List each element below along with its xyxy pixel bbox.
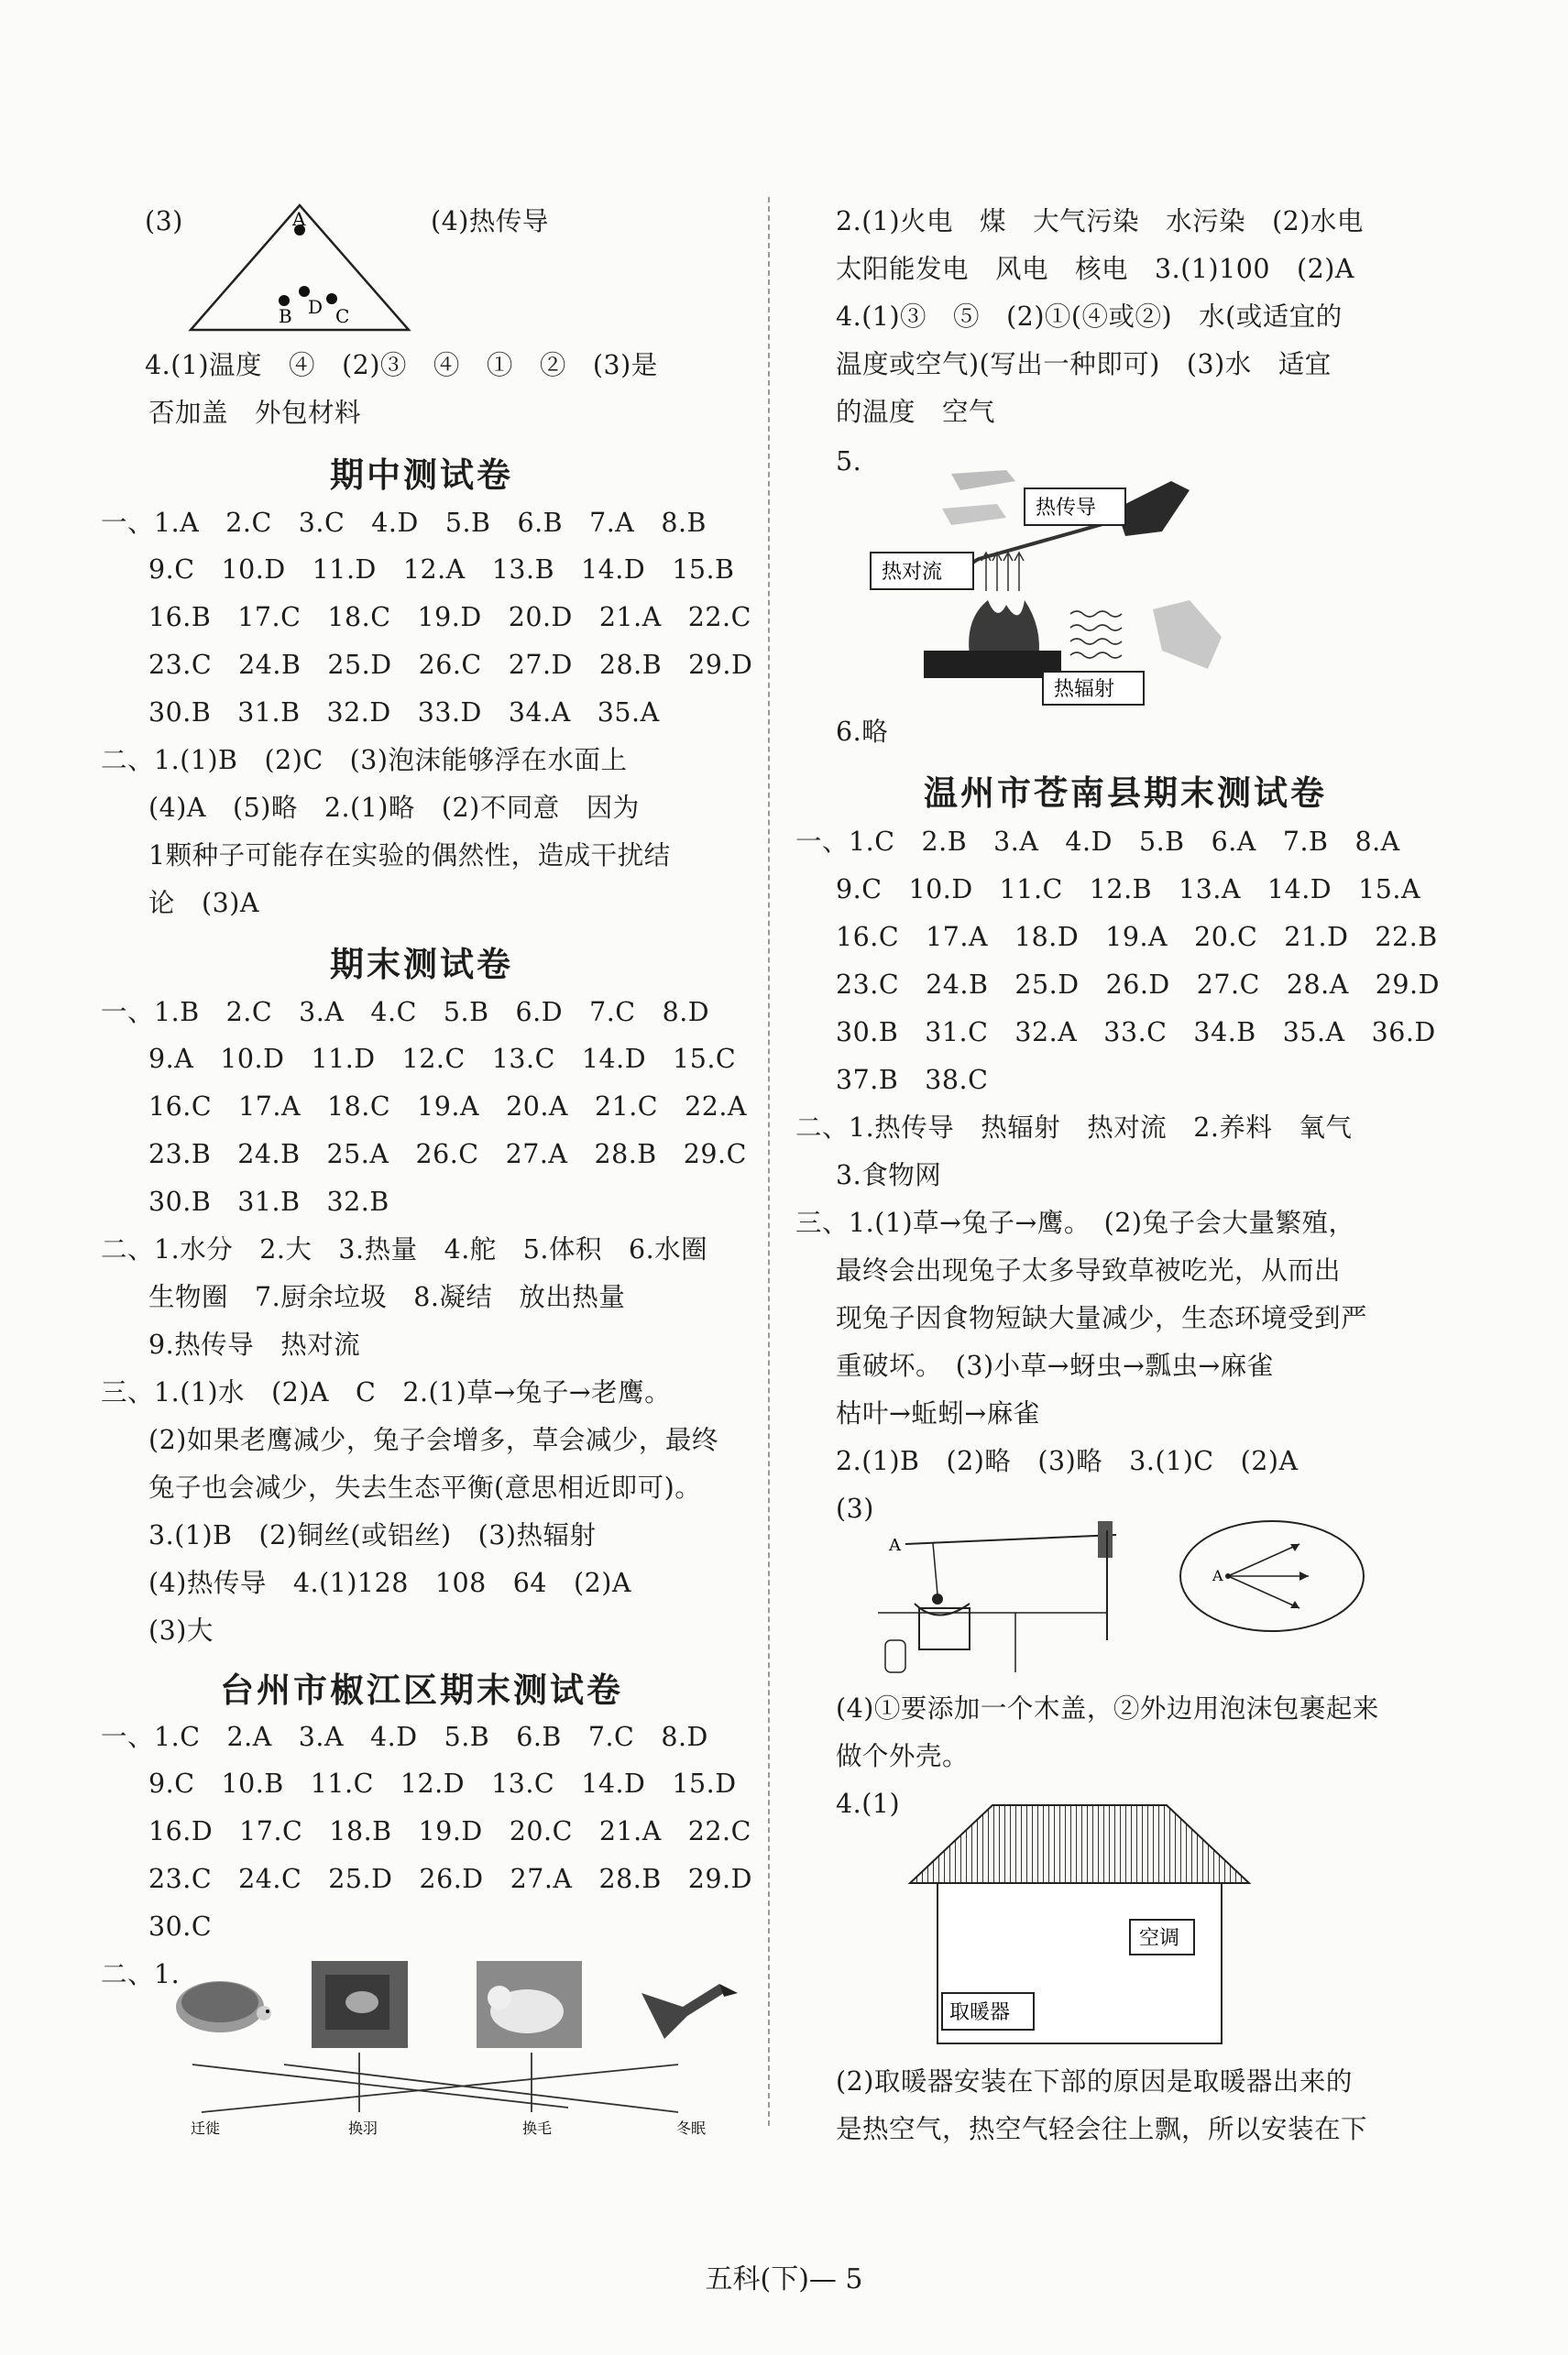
answer-line: 的温度 空气 — [836, 397, 996, 427]
answer-line: 重破坏。 (3)小草→蚜虫→瓢虫→麻雀 — [836, 1351, 1274, 1381]
arctic-fox-photo-image — [477, 1961, 582, 2048]
label-molt-feathers: 换羽 — [348, 2120, 378, 2137]
label-a: A — [889, 1536, 901, 1555]
answer-line: 否加盖 外包材料 — [148, 398, 362, 428]
label-heat-conduction: 热传导 — [1036, 497, 1097, 520]
pendulum-apparatus-figure — [878, 1503, 1391, 1677]
answer-line: 兔子也会减少，失去生态平衡(意思相近即可)。 — [148, 1473, 702, 1503]
label-hibernate: 冬眠 — [676, 2120, 707, 2137]
answer-line: (2)取暖器安装在下部的原因是取暖器出来的 — [836, 2066, 1353, 2097]
mc-answer-line: 16.C 17.A 18.D 19.A 20.C 21.D 22.B — [836, 922, 1438, 952]
answer-line: 二、1.(1)B (2)C (3)泡沫能够浮在水面上 — [101, 745, 628, 775]
answer-line: (4)①要添加一个木盖，②外边用泡沫包裹起来 — [836, 1693, 1379, 1724]
mc-answer-line: 30.B 31.C 32.A 33.C 34.B 35.A 36.D — [836, 1017, 1436, 1047]
label-migrate: 迁徙 — [191, 2120, 221, 2137]
answer-line: (4)热传导 4.(1)128 108 64 (2)A — [148, 1568, 631, 1598]
mc-answer-line: 9.C 10.D 11.C 12.B 13.A 14.D 15.A — [836, 874, 1421, 904]
label-a: A — [292, 208, 306, 230]
label-a-top: A — [1212, 1567, 1223, 1584]
page-footer: 五科(下)— 5 — [705, 2263, 863, 2295]
label-b: B — [279, 305, 292, 327]
section-title-final: 期末测试卷 — [330, 945, 513, 984]
mc-answer-line: 一、1.C 2.A 3.A 4.D 5.B 6.B 7.C 8.D — [101, 1722, 708, 1752]
answer-line: 5. — [836, 446, 862, 476]
answer-line: (3)大 — [148, 1616, 214, 1646]
answer-line: 1颗种子可能存在实验的偶然性，造成干扰结 — [148, 840, 671, 871]
answer-line: 三、1.(1)水 (2)A C 2.(1)草→兔子→老鹰。 — [101, 1377, 672, 1408]
answer-line: 是热空气，热空气轻会往上飘，所以安装在下 — [836, 2114, 1368, 2144]
answer-line: 2.(1)B (2)略 (3)略 3.(1)C (2)A — [836, 1446, 1299, 1476]
answer-line: 二、1.热传导 热辐射 热对流 2.养料 氧气 — [795, 1112, 1353, 1143]
label-heat-radiation: 热辐射 — [1054, 678, 1115, 701]
mc-answer-line: 9.C 10.B 11.C 12.D 13.C 14.D 15.D — [148, 1769, 737, 1799]
answer-line: 生物圈 7.厨余垃圾 8.凝结 放出热量 — [148, 1282, 626, 1312]
section-title-midterm: 期中测试卷 — [330, 455, 513, 495]
answer-line: 二、1.水分 2.大 3.热量 4.舵 5.体积 6.水圈 — [101, 1234, 708, 1265]
mc-answer-line: 30.C — [148, 1911, 213, 1942]
answer-line: 9.热传导 热对流 — [148, 1330, 361, 1360]
triangle-figure — [185, 200, 414, 337]
mc-answer-line: 23.C 24.B 25.D 26.C 27.D 28.B 29.D — [148, 650, 753, 680]
answer-line: (2)如果老鹰减少，兔子会增多，草会减少，最终 — [148, 1425, 718, 1455]
mc-answer-line: 30.B 31.B 32.B — [148, 1187, 389, 1217]
goose-image — [641, 1984, 738, 2039]
mc-answer-line: 23.C 24.B 25.D 26.D 27.C 28.A 29.D — [836, 969, 1440, 1000]
answer-line: 4.(1)③ ⑤ (2)①(④或②) 水(或适宜的 — [836, 301, 1343, 332]
mc-answer-line: 一、1.A 2.C 3.C 4.D 5.B 6.B 7.A 8.B — [101, 508, 707, 538]
mc-answer-line: 一、1.B 2.C 3.A 4.C 5.B 6.D 7.C 8.D — [101, 997, 710, 1027]
mc-answer-line: 23.B 24.B 25.A 26.C 27.A 28.B 29.C — [148, 1139, 747, 1169]
q4-heat-conduction: (4)热传导 — [431, 206, 549, 236]
hedgehog-image — [176, 1981, 271, 2032]
label-c: C — [335, 305, 350, 327]
column-divider — [768, 197, 770, 2126]
mc-answer-line: 16.B 17.C 18.C 19.D 20.D 21.A 22.C — [148, 602, 751, 632]
answer-line: (3) — [836, 1494, 874, 1524]
answer-line: 太阳能发电 风电 核电 3.(1)100 (2)A — [836, 254, 1354, 284]
answer-line: 论 (3)A — [148, 888, 259, 918]
label-d: D — [308, 296, 323, 318]
answer-line: 二、1. — [101, 1959, 181, 1989]
label-heater: 取暖器 — [949, 2001, 1011, 2024]
mc-answer-line: 30.B 31.B 32.D 33.D 34.A 35.A — [148, 697, 660, 728]
section-title-taizhou: 台州市椒江区期末测试卷 — [220, 1670, 623, 1710]
q3-label: (3) — [145, 206, 183, 236]
answer-line: 4.(1)温度 ④ (2)③ ④ ① ② (3)是 — [145, 350, 658, 380]
answer-line: (4)A (5)略 2.(1)略 (2)不同意 因为 — [148, 793, 640, 823]
answer-line: 温度或空气)(写出一种即可) (3)水 适宜 — [836, 349, 1332, 379]
mc-answer-line: 23.C 24.C 25.D 26.D 27.A 28.B 29.D — [148, 1864, 752, 1894]
answer-line: 最终会出现兔子太多导致草被吃光，从而出 — [836, 1255, 1342, 1286]
answer-line: 枯叶→蚯蚓→麻雀 — [836, 1398, 1040, 1429]
heat-transfer-figure — [860, 454, 1245, 706]
animal-matching-figure — [165, 1956, 751, 2140]
label-heat-convection: 热对流 — [882, 561, 943, 584]
answer-line: 4.(1) — [836, 1789, 901, 1819]
house-diagram-figure — [905, 1796, 1254, 2048]
answer-line: 做个外壳。 — [836, 1741, 970, 1771]
mc-answer-line: 一、1.C 2.B 3.A 4.D 5.B 6.A 7.B 8.A — [795, 827, 1400, 857]
mc-answer-line: 16.D 17.C 18.B 19.D 20.C 21.A 22.C — [148, 1816, 751, 1846]
bird-photo-image — [312, 1961, 408, 2048]
label-air-conditioner: 空调 — [1139, 1927, 1180, 1950]
mc-answer-line: 37.B 38.C — [836, 1065, 989, 1095]
answer-line: 6.略 — [836, 717, 889, 747]
mc-answer-line: 16.C 17.A 18.C 19.A 20.A 21.C 22.A — [148, 1091, 748, 1122]
mc-answer-line: 9.A 10.D 11.D 12.C 13.C 14.D 15.C — [148, 1044, 737, 1074]
mc-answer-line: 9.C 10.D 11.D 12.A 13.B 14.D 15.B — [148, 554, 735, 585]
section-title-wenzhou: 温州市苍南县期末测试卷 — [924, 773, 1327, 813]
answer-line: 3.食物网 — [836, 1160, 942, 1190]
answer-line: 三、1.(1)草→兔子→鹰。 (2)兔子会大量繁殖， — [795, 1208, 1355, 1238]
answer-line: 2.(1)火电 煤 大气污染 水污染 (2)水电 — [836, 206, 1364, 236]
answer-line: 现兔子因食物短缺大量减少，生态环境受到严 — [836, 1303, 1368, 1333]
answer-line: 3.(1)B (2)铜丝(或铝丝) (3)热辐射 — [148, 1520, 597, 1550]
label-molt-fur: 换毛 — [522, 2120, 553, 2137]
